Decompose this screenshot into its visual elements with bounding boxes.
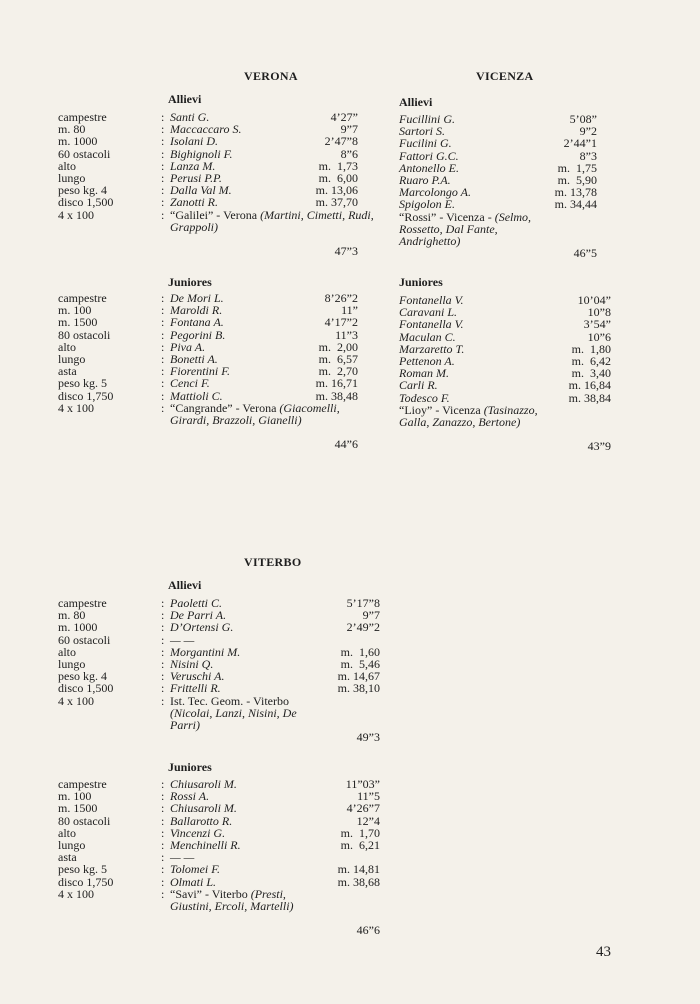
relay-team-members: (Presti, Giustini, Ercoli, Martelli) — [170, 886, 294, 913]
result-value: m. 38,84 — [568, 390, 611, 405]
section-title-vicenza-juniores: Juniores — [399, 275, 443, 289]
table-row — [58, 839, 380, 851]
table-row — [58, 377, 358, 389]
event-label: peso kg. 4 — [58, 183, 107, 198]
result-value: m. 1,70 — [340, 825, 380, 840]
table-row — [399, 150, 597, 162]
relay-result: 43”9 — [587, 439, 611, 454]
colon-separator: : — [161, 801, 165, 816]
athlete-name: Todesco F. — [399, 390, 450, 405]
event-label: campestre — [58, 110, 107, 124]
result-value: 8’26”2 — [324, 291, 358, 305]
athlete-name: Piva A. — [170, 339, 206, 354]
athlete-name: Carli R. — [399, 378, 438, 393]
colon-separator: : — [161, 669, 165, 684]
result-value: m. 5,90 — [557, 172, 597, 187]
result-value: m. 6,00 — [318, 170, 358, 185]
athlete-name: Bighignoli F. — [170, 146, 233, 161]
result-value: m. 16,84 — [568, 378, 611, 393]
athlete-name: Marzaretto T. — [399, 341, 465, 356]
table-row — [58, 863, 380, 875]
result-value: m. 13,78 — [554, 185, 597, 200]
relay-result: 44”6 — [334, 437, 358, 452]
table-row — [58, 634, 380, 646]
result-value: m. 34,44 — [554, 197, 597, 212]
colon-separator: : — [161, 146, 165, 161]
table-row — [58, 316, 358, 328]
athlete-name: Maculan C. — [399, 329, 456, 344]
athlete-name: Fontanella V. — [399, 293, 464, 307]
athlete-name: — — — [170, 850, 195, 865]
event-label: m. 1000 — [58, 620, 98, 635]
city-title-viterbo: VITERBO — [244, 555, 302, 569]
result-value: m. 6,57 — [318, 351, 358, 366]
athlete-name: Lanza M. — [170, 158, 216, 173]
result-value: 4’27” — [330, 110, 358, 124]
athlete-name: Fucillini G. — [399, 112, 455, 126]
result-value: 10”6 — [587, 329, 611, 344]
athlete-name: Fiorentini F. — [170, 364, 230, 379]
relay-team-members: (Giacomelli, Girardi, Brazzoli, Gianelli) — [170, 400, 340, 427]
event-label: disco 1,500 — [58, 195, 114, 210]
table-row — [399, 137, 597, 149]
relay-team-name: Ist. Tec. Geom. - Viterbo — [170, 693, 289, 708]
event-label: alto — [58, 644, 76, 659]
event-label: campestre — [58, 777, 107, 791]
result-value: 11” — [341, 303, 358, 318]
colon-separator: : — [161, 874, 165, 889]
relay-team-members: (Martini, Cimetti, Rudi, Grappoli) — [170, 207, 374, 234]
event-label: m. 100 — [58, 303, 92, 318]
event-label: disco 1,750 — [58, 874, 114, 889]
event-label: 4 x 100 — [58, 886, 94, 901]
relay-team — [170, 695, 315, 732]
vicenza-allievi-table — [399, 112, 597, 260]
athlete-name: Caravani L. — [399, 305, 458, 320]
colon-separator: : — [161, 837, 165, 852]
result-value: 12”4 — [356, 813, 380, 828]
table-row — [58, 135, 358, 147]
result-value: m. 14,81 — [337, 862, 380, 877]
result-value: 4’26”7 — [346, 801, 380, 816]
section-title-viterbo-juniores: Juniores — [168, 760, 212, 774]
result-value: m. 2,70 — [318, 364, 358, 379]
result-value: m. 3,40 — [571, 366, 611, 381]
athlete-name: Tolomei F. — [170, 862, 221, 877]
colon-separator: : — [161, 364, 165, 379]
event-label: disco 1,750 — [58, 388, 114, 403]
colon-separator: : — [161, 813, 165, 828]
colon-separator: : — [161, 376, 165, 391]
athlete-name: Maccaccaro S. — [170, 122, 242, 137]
relay-team-name: “Savi” - Viterbo — [170, 886, 251, 901]
athlete-name: Fattori G.C. — [399, 148, 459, 163]
event-label: 80 ostacoli — [58, 327, 111, 342]
athlete-name: Ruaro P.A. — [399, 172, 451, 187]
athlete-name: Zanotti R. — [170, 195, 219, 210]
result-value: m. 38,10 — [337, 681, 380, 696]
event-label: campestre — [58, 596, 107, 610]
colon-separator: : — [161, 862, 165, 877]
athlete-name: Isolani D. — [170, 134, 218, 149]
event-label: 80 ostacoli — [58, 813, 111, 828]
athlete-name: Mattioli C. — [170, 388, 223, 403]
colon-separator: : — [161, 351, 165, 366]
table-row — [58, 802, 380, 814]
result-value: m. 1,80 — [571, 341, 611, 356]
colon-separator: : — [161, 400, 165, 415]
athlete-name: Fucilini G. — [399, 136, 452, 151]
table-row — [58, 646, 380, 658]
colon-separator: : — [161, 195, 165, 210]
athlete-name: Paoletti C. — [170, 596, 222, 610]
colon-separator: : — [161, 632, 165, 647]
colon-separator: : — [161, 608, 165, 623]
event-label: 60 ostacoli — [58, 632, 111, 647]
athlete-name: Dalla Val M. — [170, 183, 232, 198]
event-label: alto — [58, 825, 76, 840]
relay-team-name: “Rossi” - Vicenza - — [399, 209, 495, 224]
section-title-viterbo-allievi: Allievi — [168, 578, 202, 592]
section-title-verona-allievi: Allievi — [168, 92, 202, 106]
colon-separator: : — [161, 183, 165, 198]
event-label: lungo — [58, 170, 86, 185]
result-value: 8”6 — [340, 146, 358, 161]
result-value: 9”7 — [362, 608, 380, 623]
event-label: lungo — [58, 351, 86, 366]
table-row — [399, 318, 611, 330]
event-label: peso kg. 5 — [58, 376, 107, 391]
page-number: 43 — [596, 944, 611, 960]
city-title-vicenza: VICENZA — [476, 69, 534, 83]
result-value: 10”8 — [587, 305, 611, 320]
colon-separator: : — [161, 207, 165, 222]
colon-separator: : — [161, 825, 165, 840]
result-value: 5’08” — [569, 112, 597, 126]
event-label: m. 80 — [58, 608, 86, 623]
athlete-name: Bonetti A. — [170, 351, 218, 366]
table-row — [399, 331, 611, 343]
event-label: 4 x 100 — [58, 693, 94, 708]
event-label: lungo — [58, 837, 86, 852]
colon-separator: : — [161, 134, 165, 149]
athlete-name: Vincenzi G. — [170, 825, 226, 840]
table-row — [58, 815, 380, 827]
relay-result: 47”3 — [334, 244, 358, 258]
athlete-name: Cenci F. — [170, 376, 210, 391]
athlete-name: Marcolongo A. — [399, 185, 471, 200]
relay-result: 46”6 — [356, 923, 380, 938]
colon-separator: : — [161, 315, 165, 330]
athlete-name: Perusi P.P. — [170, 170, 222, 185]
athlete-name: Chiusaroli M. — [170, 777, 237, 791]
result-value: 9”7 — [340, 122, 358, 137]
athlete-name: Fontanella V. — [399, 317, 464, 332]
relay-team — [399, 404, 547, 428]
colon-separator: : — [161, 327, 165, 342]
athlete-name: Nisini Q. — [170, 656, 214, 671]
colon-separator: : — [161, 388, 165, 403]
viterbo-juniores-table — [58, 777, 380, 938]
event-label: alto — [58, 158, 76, 173]
result-value: m. 13,06 — [315, 183, 358, 198]
athlete-name: Pegorini B. — [170, 327, 226, 342]
colon-separator: : — [161, 681, 165, 696]
colon-separator: : — [161, 693, 165, 708]
colon-separator: : — [161, 656, 165, 671]
colon-separator: : — [161, 886, 165, 901]
event-label: m. 1500 — [58, 801, 98, 816]
athlete-name: Menchinelli R. — [170, 837, 241, 852]
section-title-verona-juniores: Juniores — [168, 275, 212, 289]
result-value: m. 38,68 — [337, 874, 380, 889]
event-label: 4 x 100 — [58, 207, 94, 222]
table-row — [58, 148, 358, 160]
result-value: 3’54” — [583, 317, 611, 332]
event-label: peso kg. 5 — [58, 862, 107, 877]
athlete-name: D’Ortensi G. — [170, 620, 234, 635]
table-row — [58, 778, 380, 790]
section-title-vicenza-allievi: Allievi — [399, 95, 433, 109]
result-value: 5’17”8 — [346, 596, 380, 610]
colon-separator: : — [161, 122, 165, 137]
result-value: m. 1,73 — [318, 158, 358, 173]
result-value: 2’49”2 — [346, 620, 380, 635]
athlete-name: Santi G. — [170, 110, 210, 124]
relay-team-members: (Tasinazzo, Galla, Zanazzo, Bertone) — [399, 402, 538, 429]
relay-team-members: (Selmo, Rossetto, Dal Fante, Andrighetto) — [399, 209, 532, 248]
colon-separator: : — [161, 158, 165, 173]
event-label: alto — [58, 339, 76, 354]
athlete-name: Morgantini M. — [170, 644, 241, 659]
result-value: 10’04” — [577, 293, 611, 307]
result-value: m. 1,60 — [340, 644, 380, 659]
result-value: m. 38,48 — [315, 388, 358, 403]
athlete-name: Antonello E. — [399, 160, 459, 175]
athlete-name: Chiusaroli M. — [170, 801, 237, 816]
athlete-name: Sartori S. — [399, 124, 446, 139]
result-value: m. 1,75 — [557, 160, 597, 175]
event-label: 4 x 100 — [58, 400, 94, 415]
result-value: 8”3 — [579, 148, 597, 163]
table-row — [58, 621, 380, 633]
relay-team-name: “Cangrande” - Verona — [170, 400, 280, 415]
result-value: m. 16,71 — [315, 376, 358, 391]
result-value: 11”5 — [357, 789, 380, 804]
colon-separator: : — [161, 789, 165, 804]
event-label: disco 1,500 — [58, 681, 114, 696]
result-value: m. 5,46 — [340, 656, 380, 671]
relay-result: 49”3 — [356, 730, 380, 744]
result-value: m. 6,21 — [340, 837, 380, 852]
relay-team-name: “Galilei” - Verona — [170, 207, 261, 222]
result-value: m. 6,42 — [571, 353, 611, 368]
table-row — [58, 329, 358, 341]
athlete-name: Veruschi A. — [170, 669, 225, 684]
athlete-name: Frittelli R. — [170, 681, 221, 696]
viterbo-allievi-table — [58, 596, 380, 744]
result-value: 2’44”1 — [563, 136, 597, 151]
relay-team — [170, 209, 380, 233]
colon-separator: : — [161, 777, 165, 791]
relay-team — [399, 211, 547, 248]
result-value: 2’47”8 — [324, 134, 358, 149]
event-label: campestre — [58, 291, 107, 305]
athlete-name: — — — [170, 632, 195, 647]
athlete-name: De Parri A. — [170, 608, 227, 623]
event-label: asta — [58, 850, 77, 865]
colon-separator: : — [161, 110, 165, 124]
colon-separator: : — [161, 596, 165, 610]
colon-separator: : — [161, 850, 165, 865]
athlete-name: Maroldi R. — [170, 303, 223, 318]
athlete-name: Pettenon A. — [399, 353, 455, 368]
athlete-name: Olmati L. — [170, 874, 217, 889]
result-value: 9”2 — [579, 124, 597, 139]
result-value: m. 14,67 — [337, 669, 380, 684]
vicenza-juniores-table — [399, 293, 611, 454]
event-label: lungo — [58, 656, 86, 671]
event-label: peso kg. 4 — [58, 669, 107, 684]
event-label: asta — [58, 364, 77, 379]
result-value: m. 37,70 — [315, 195, 358, 210]
verona-juniores-table — [58, 291, 358, 452]
colon-separator: : — [161, 339, 165, 354]
result-value: 11”03” — [345, 777, 380, 791]
verona-allievi-table — [58, 110, 374, 258]
athlete-name: Fontana A. — [170, 315, 224, 330]
result-value: 4’17”2 — [324, 315, 358, 330]
event-label: 60 ostacoli — [58, 146, 111, 161]
athlete-name: Roman M. — [399, 366, 449, 381]
relay-team-name: “Lioy” - Vicenza — [399, 402, 484, 417]
relay-result: 46”5 — [573, 246, 597, 260]
city-title-verona: VERONA — [244, 69, 298, 83]
colon-separator: : — [161, 620, 165, 635]
relay-team-members: (Nicolai, Lanzi, Nisini, De Parri) — [170, 705, 297, 732]
colon-separator: : — [161, 644, 165, 659]
athlete-name: Rossi A. — [170, 789, 210, 804]
relay-team — [170, 888, 315, 912]
event-label: m. 80 — [58, 122, 86, 137]
result-value: 11”3 — [335, 327, 358, 342]
colon-separator: : — [161, 303, 165, 318]
event-label: m. 100 — [58, 789, 92, 804]
athlete-name: De Mori L. — [170, 291, 224, 305]
athlete-name: Ballarotto R. — [170, 813, 233, 828]
event-label: m. 1500 — [58, 315, 98, 330]
result-value: m. 2,00 — [318, 339, 358, 354]
athlete-name: Spigolon E. — [399, 197, 455, 212]
event-label: m. 1000 — [58, 134, 98, 149]
relay-team — [170, 402, 380, 426]
colon-separator: : — [161, 170, 165, 185]
colon-separator: : — [161, 291, 165, 305]
table-row — [399, 379, 611, 391]
